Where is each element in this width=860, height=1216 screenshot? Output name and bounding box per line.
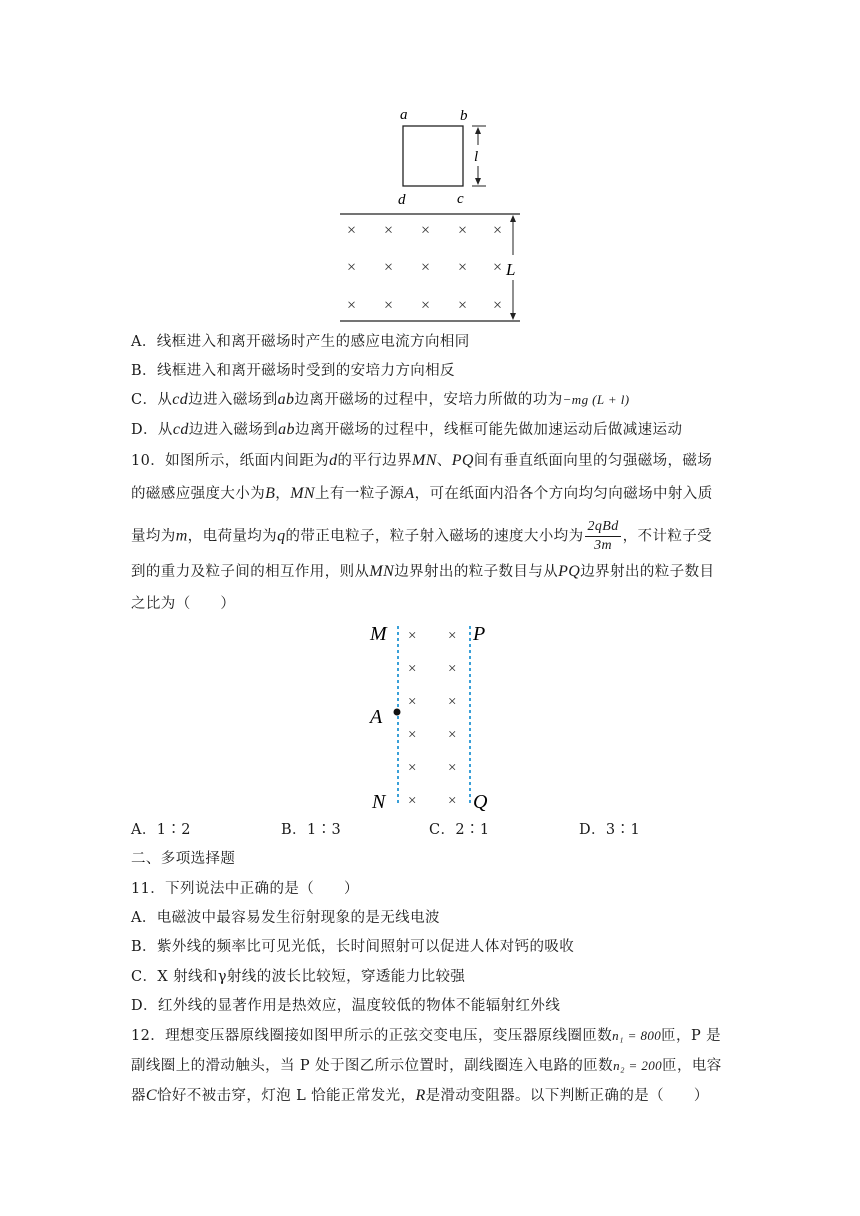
q10-speed-fraction	[585, 518, 620, 555]
q10-var-a: A	[404, 485, 415, 502]
q9-option-d	[131, 420, 682, 440]
q10-text: ，不计粒子受	[622, 528, 713, 545]
q10-text: ，	[275, 486, 291, 502]
q10-option-c: C．2∶1	[429, 822, 490, 838]
q9-option-c	[131, 390, 629, 410]
q10-text: ，电荷量均为	[187, 528, 278, 545]
label-l: l	[474, 149, 479, 165]
q10-var-mn: MN	[290, 485, 316, 502]
particle-source	[394, 709, 401, 716]
field-cross: ×	[408, 628, 417, 644]
field-cross: ×	[458, 222, 468, 239]
field-cross: ×	[458, 297, 468, 314]
q10-text: 边界射出的粒子数目	[580, 564, 715, 580]
field-cross: ×	[408, 661, 417, 677]
field-cross: ×	[347, 222, 357, 239]
field-crosses	[408, 628, 456, 809]
field-cross: ×	[421, 259, 431, 276]
q10-var-d: d	[329, 452, 338, 469]
q12-text: 器	[131, 1088, 146, 1104]
q10-text: 、	[436, 453, 452, 469]
square-loop	[403, 126, 463, 186]
q10-text: 的带正电粒子，粒子射入磁场的速度大小均为	[285, 528, 584, 545]
field-cross: ×	[493, 259, 503, 276]
label-L: L	[506, 260, 516, 279]
section-heading: 二、多项选择题	[131, 851, 236, 867]
q10-text: 间有垂直纸面向里的匀强磁场，磁场	[473, 453, 713, 469]
label-Q: Q	[473, 791, 488, 813]
label-a: a	[400, 107, 408, 123]
q9-d-post: 边离开磁场的过程中，线框可能先做加速运动后做减速运动	[294, 422, 683, 438]
q12-text: 匝，电容	[662, 1058, 722, 1074]
q12-var-r: R	[415, 1087, 426, 1104]
field-cross: ×	[347, 297, 357, 314]
field-cross: ×	[347, 259, 357, 276]
field-cross: ×	[384, 222, 394, 239]
q12-text: 12．理想变压器原线圈接如图甲所示的正弦交变电压，变压器原线圈匝数	[131, 1028, 613, 1044]
field-cross: ×	[493, 297, 503, 314]
q10-var-q: q	[277, 527, 286, 545]
q11-option-b: B．紫外线的频率比可见光低，长时间照射可以促进人体对钙的吸收	[131, 939, 575, 955]
field-cross: ×	[408, 793, 417, 809]
q10-text: ，可在纸面内沿各个方向均匀向磁场中射入质	[414, 486, 713, 502]
q12-text: 是滑动变阻器。以下判断正确的是（ ）	[425, 1088, 709, 1104]
q10-text: 的平行边界	[337, 453, 412, 469]
q9-c-ab: ab	[277, 391, 295, 408]
q10-text: 边界射出的粒子数目与从	[394, 564, 559, 580]
field-cross: ×	[408, 760, 417, 776]
q12-line1	[131, 1026, 721, 1046]
label-N: N	[372, 791, 386, 813]
field-cross: ×	[384, 297, 394, 314]
q10-var-mn: MN	[369, 563, 395, 580]
figure-parallel-boundaries	[360, 618, 510, 813]
q12-n1: n₁ = 800	[612, 1028, 662, 1043]
field-cross: ×	[408, 727, 417, 743]
q11-option-d: D．红外线的显著作用是热效应，温度较低的物体不能辐射红外线	[131, 998, 561, 1014]
label-M: M	[370, 623, 387, 645]
field-cross: ×	[493, 222, 503, 239]
q10-line5: 之比为（ ）	[131, 596, 236, 612]
figure-loop-field	[330, 100, 530, 325]
field-cross: ×	[458, 259, 468, 276]
q9-d-ab: ab	[278, 421, 295, 438]
field-cross: ×	[448, 760, 457, 776]
field-cross: ×	[421, 222, 431, 239]
q10-var-b: B	[265, 485, 276, 502]
field-cross: ×	[408, 694, 417, 710]
label-P: P	[473, 623, 486, 645]
q9-d-cd: cd	[172, 421, 189, 438]
q12-line2	[131, 1056, 722, 1076]
label-d: d	[398, 192, 406, 208]
field-cross: ×	[421, 297, 431, 314]
q10-text: 上有一粒子源	[315, 486, 405, 502]
q9-d-pre: D．从	[131, 422, 173, 438]
label-c: c	[457, 191, 464, 207]
q10-line1	[131, 451, 712, 471]
q11-stem: 11．下列说法中正确的是（ ）	[131, 881, 359, 897]
field-cross: ×	[448, 661, 457, 677]
field-cross: ×	[448, 727, 457, 743]
q9-option-b: B．线框进入和离开磁场时受到的安培力方向相反	[131, 363, 455, 379]
q10-var-pq: PQ	[451, 452, 474, 469]
fraction-numerator: 2qBd	[585, 518, 620, 537]
q10-line3	[131, 518, 712, 555]
q10-option-a: A．1∶2	[131, 822, 191, 838]
field-cross: ×	[448, 694, 457, 710]
q9-c-pre: C．从	[131, 392, 173, 408]
q12-n2: n₂ = 200	[613, 1058, 663, 1073]
q11-option-a: A．电磁波中最容易发生衍射现象的是无线电波	[131, 910, 440, 926]
fraction-denominator: 3m	[594, 538, 613, 553]
q10-var-pq: PQ	[558, 563, 581, 580]
q10-option-b: B．1∶3	[281, 822, 342, 838]
q10-line4	[131, 562, 714, 582]
q9-c-formula: −mg (L + l)	[562, 392, 630, 407]
label-A: A	[370, 706, 383, 728]
q12-var-c: C	[145, 1087, 157, 1104]
q10-var-m: m	[175, 527, 188, 545]
field-cross: ×	[384, 259, 394, 276]
q10-text: 到的重力及粒子间的相互作用，则从	[131, 564, 370, 580]
q12-line3	[131, 1086, 709, 1106]
q10-text: 10．如图所示，纸面内间距为	[131, 453, 330, 469]
field-cross: ×	[448, 793, 457, 809]
q9-c-post: 边离开磁场的过程中，安培力所做的功为	[294, 392, 563, 408]
q12-text: 恰好不被击穿，灯泡 L 恰能正常发光，	[156, 1088, 416, 1104]
q11-option-c: C．X 射线和γ射线的波长比较短，穿透能力比较强	[131, 969, 466, 985]
q10-text: 的磁感应强度大小为	[131, 486, 266, 502]
field-crosses	[347, 222, 502, 314]
q12-text: 副线圈上的滑动触头，当 P 处于图乙所示位置时，副线圈连入电路的匝数	[131, 1058, 614, 1074]
field-cross: ×	[448, 628, 457, 644]
q10-var-mn: MN	[411, 452, 437, 469]
q10-line2	[131, 484, 713, 504]
q12-text: 匝，P 是	[661, 1028, 722, 1044]
q10-text: 量均为	[131, 528, 176, 545]
q9-c-cd: cd	[172, 391, 189, 408]
q9-option-a: A．线框进入和离开磁场时产生的感应电流方向相同	[131, 334, 470, 350]
q9-c-mid: 边进入磁场到	[188, 392, 278, 408]
q10-option-d: D．3∶1	[579, 822, 641, 838]
label-b: b	[460, 108, 468, 124]
q9-d-mid: 边进入磁场到	[188, 422, 279, 438]
